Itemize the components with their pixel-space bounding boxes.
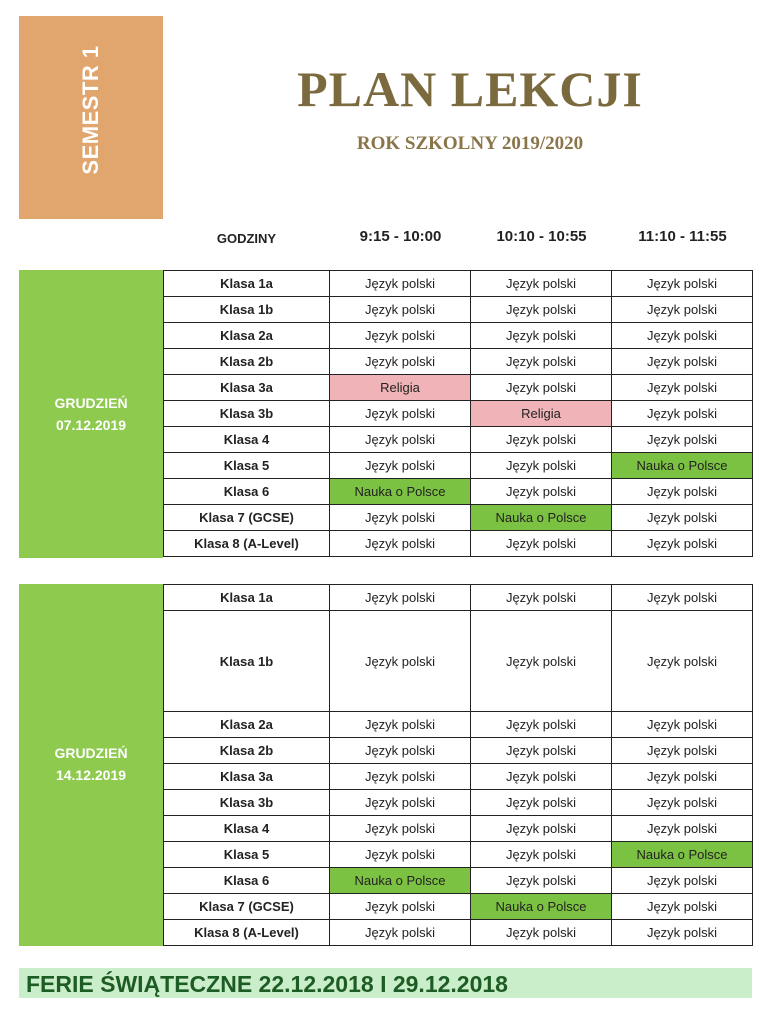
lesson-cell: Język polski [612, 712, 753, 738]
lesson-cell: Język polski [471, 585, 612, 611]
lesson-cell: Język polski [330, 842, 471, 868]
table-row [164, 842, 753, 868]
hours-header: GODZINY [216, 231, 277, 246]
lesson-cell: Język polski [612, 611, 753, 712]
lesson-cell: Religia [471, 401, 612, 427]
holiday-notice: FERIE ŚWIĄTECZNE 22.12.2018 I 29.12.2018 [26, 971, 508, 997]
class-name-cell: Klasa 7 (GCSE) [164, 505, 330, 531]
class-name-cell: Klasa 1b [164, 611, 330, 712]
lesson-cell: Język polski [612, 349, 753, 375]
lesson-cell: Język polski [330, 764, 471, 790]
class-name-cell: Klasa 3b [164, 790, 330, 816]
month-name-2: GRUDZIEŃ [54, 745, 128, 761]
lesson-cell: Język polski [330, 816, 471, 842]
lesson-cell: Język polski [471, 790, 612, 816]
lesson-cell: Język polski [471, 323, 612, 349]
lesson-cell: Język polski [471, 427, 612, 453]
lesson-cell: Język polski [612, 401, 753, 427]
lesson-cell: Nauka o Polsce [471, 894, 612, 920]
class-name-cell: Klasa 1a [164, 585, 330, 611]
class-name-cell: Klasa 1b [164, 297, 330, 323]
table-row [164, 920, 753, 946]
table-row [164, 868, 753, 894]
lesson-cell: Język polski [471, 297, 612, 323]
table-row [164, 531, 753, 557]
table-row [164, 505, 753, 531]
lesson-cell: Nauka o Polsce [330, 868, 471, 894]
lesson-cell: Język polski [330, 738, 471, 764]
lesson-cell: Język polski [471, 531, 612, 557]
table-row [164, 479, 753, 505]
lesson-cell: Język polski [612, 920, 753, 946]
lesson-cell: Język polski [471, 349, 612, 375]
lesson-cell: Język polski [471, 375, 612, 401]
lesson-cell: Język polski [612, 738, 753, 764]
lesson-cell: Język polski [612, 297, 753, 323]
time-slot-header-3: 11:10 - 11:55 [638, 228, 727, 245]
lesson-cell: Język polski [471, 738, 612, 764]
lesson-cell: Język polski [330, 323, 471, 349]
month-label-2 [19, 742, 163, 786]
lesson-cell: Język polski [471, 453, 612, 479]
table-row [164, 271, 753, 297]
table-row [164, 712, 753, 738]
lesson-cell: Język polski [612, 505, 753, 531]
table-row [164, 297, 753, 323]
table-row [164, 323, 753, 349]
table-row [164, 401, 753, 427]
semester-label: SEMESTR 1 [78, 45, 103, 175]
month-name-1: GRUDZIEŃ [54, 395, 128, 411]
lesson-cell: Język polski [330, 531, 471, 557]
table-row [164, 894, 753, 920]
lesson-cell: Język polski [330, 505, 471, 531]
class-name-cell: Klasa 2a [164, 712, 330, 738]
table-row [164, 738, 753, 764]
lesson-cell: Język polski [612, 427, 753, 453]
lesson-cell: Język polski [330, 712, 471, 738]
lesson-cell: Język polski [471, 920, 612, 946]
lesson-cell: Język polski [330, 401, 471, 427]
lesson-cell: Język polski [471, 764, 612, 790]
table-row [164, 764, 753, 790]
lesson-cell: Język polski [471, 712, 612, 738]
table-row [164, 585, 753, 611]
lesson-cell: Język polski [471, 611, 612, 712]
schedule-table-2 [163, 584, 753, 946]
class-name-cell: Klasa 6 [164, 868, 330, 894]
lesson-cell: Język polski [330, 920, 471, 946]
lesson-cell: Język polski [612, 790, 753, 816]
lesson-cell: Język polski [612, 894, 753, 920]
class-name-cell: Klasa 3a [164, 375, 330, 401]
lesson-cell: Język polski [471, 271, 612, 297]
table-row [164, 790, 753, 816]
page-title: PLAN LEKCJI [297, 61, 643, 117]
lesson-cell: Język polski [612, 323, 753, 349]
lesson-cell: Nauka o Polsce [612, 453, 753, 479]
schedule-table-1 [163, 270, 753, 557]
lesson-cell: Język polski [612, 868, 753, 894]
class-name-cell: Klasa 5 [164, 453, 330, 479]
table-row [164, 816, 753, 842]
lesson-cell: Język polski [612, 479, 753, 505]
table-row [164, 349, 753, 375]
class-name-cell: Klasa 4 [164, 427, 330, 453]
time-slot-header-1: 9:15 - 10:00 [359, 228, 442, 245]
time-slot-header-2: 10:10 - 10:55 [496, 228, 587, 245]
month-label-1 [19, 392, 163, 436]
lesson-cell: Język polski [330, 349, 471, 375]
lesson-cell: Język polski [612, 585, 753, 611]
lesson-cell: Język polski [330, 894, 471, 920]
class-name-cell: Klasa 3b [164, 401, 330, 427]
lesson-cell: Język polski [612, 375, 753, 401]
lesson-cell: Religia [330, 375, 471, 401]
month-date-2: 14.12.2019 [55, 767, 127, 783]
table-row [164, 453, 753, 479]
lesson-cell: Język polski [330, 453, 471, 479]
month-date-1: 07.12.2019 [55, 417, 127, 433]
lesson-cell: Język polski [471, 842, 612, 868]
lesson-cell: Język polski [612, 531, 753, 557]
lesson-cell: Nauka o Polsce [330, 479, 471, 505]
lesson-cell: Język polski [330, 611, 471, 712]
lesson-cell: Język polski [330, 790, 471, 816]
class-name-cell: Klasa 3a [164, 764, 330, 790]
lesson-cell: Język polski [471, 816, 612, 842]
class-name-cell: Klasa 5 [164, 842, 330, 868]
lesson-cell: Język polski [330, 271, 471, 297]
lesson-cell: Język polski [330, 427, 471, 453]
class-name-cell: Klasa 4 [164, 816, 330, 842]
table-row [164, 375, 753, 401]
lesson-cell: Język polski [612, 764, 753, 790]
lesson-cell: Nauka o Polsce [612, 842, 753, 868]
class-name-cell: Klasa 6 [164, 479, 330, 505]
school-year-subtitle: ROK SZKOLNY 2019/2020 [356, 133, 584, 154]
lesson-cell: Język polski [330, 297, 471, 323]
class-name-cell: Klasa 7 (GCSE) [164, 894, 330, 920]
class-name-cell: Klasa 8 (A-Level) [164, 531, 330, 557]
table-row [164, 427, 753, 453]
lesson-cell: Język polski [471, 479, 612, 505]
lesson-cell: Język polski [330, 585, 471, 611]
class-name-cell: Klasa 2b [164, 738, 330, 764]
lesson-cell: Nauka o Polsce [471, 505, 612, 531]
lesson-cell: Język polski [612, 816, 753, 842]
class-name-cell: Klasa 8 (A-Level) [164, 920, 330, 946]
lesson-cell: Język polski [612, 271, 753, 297]
lesson-cell: Język polski [471, 868, 612, 894]
class-name-cell: Klasa 2a [164, 323, 330, 349]
class-name-cell: Klasa 2b [164, 349, 330, 375]
table-row [164, 611, 753, 712]
class-name-cell: Klasa 1a [164, 271, 330, 297]
